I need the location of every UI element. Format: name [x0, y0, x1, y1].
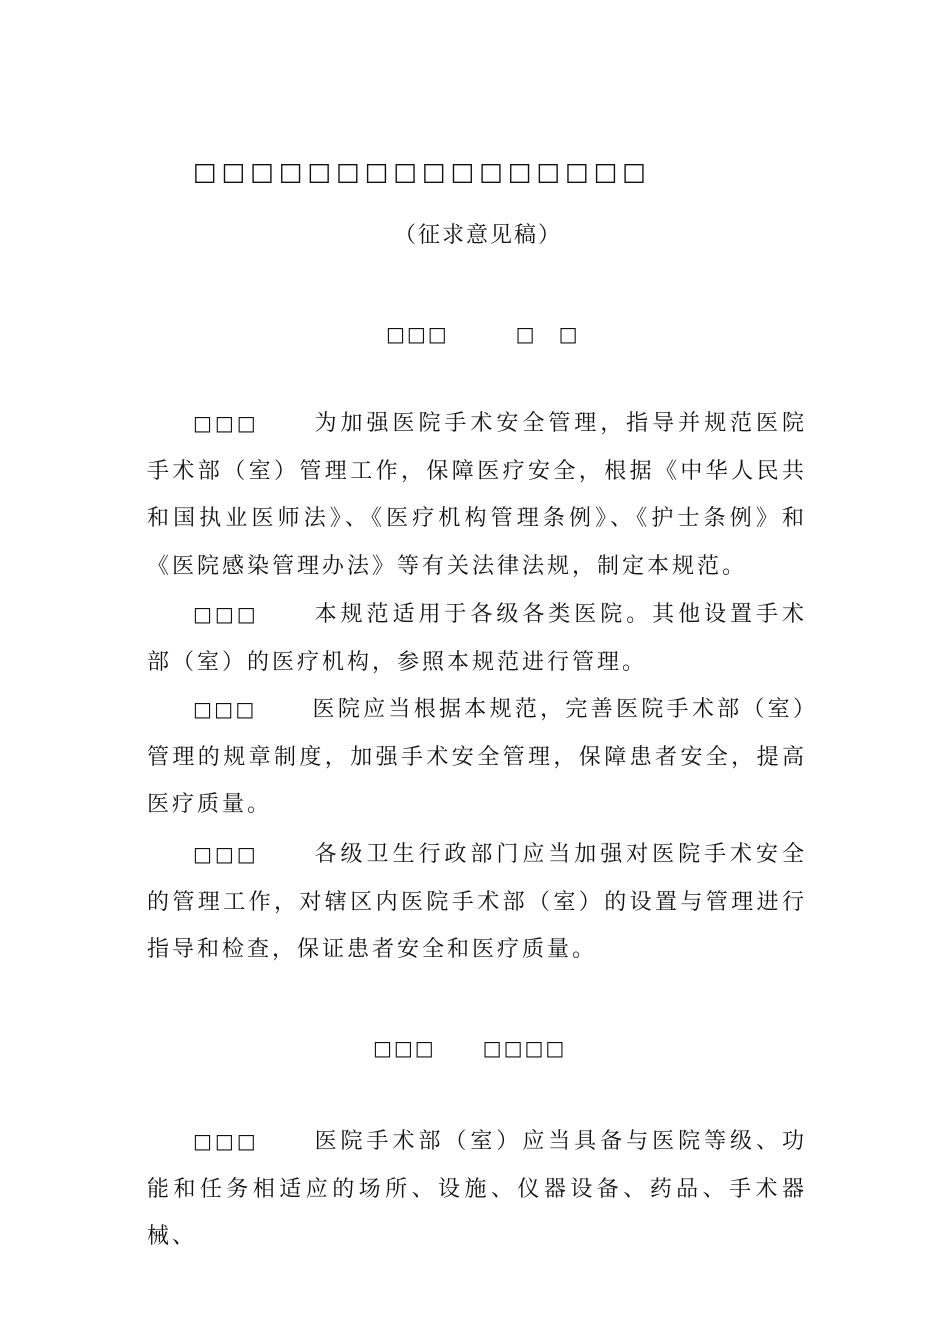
article-text: 医院应当根据本规范，完善医院手术部（室）管理的规章制度，加强手术安全管理，保障患者安全，提高医疗质量。 — [147, 697, 807, 817]
chapter-heading-1 — [386, 318, 579, 347]
article-number: □□□ — [193, 842, 259, 866]
chapter-name: □□□□ — [482, 1036, 567, 1060]
article-text: 为加强医院手术安全管理，指导并规范医院手术部（室）管理工作，保障医疗安全，根据《中华人民共和国执业医师法》、《医疗机构管理条例》、《护士条例》和《医院感染管理办法》等有关法律法规，制定本规范。 — [147, 411, 807, 579]
chapter-number: □□□ — [373, 1036, 436, 1060]
article-paragraph — [147, 686, 807, 829]
article-text: 各级卫生行政部门应当加强对医院手术安全的管理工作，对辖区内医院手术部（室）的设置与管理进行指导和检查，保证患者安全和医疗质量。 — [147, 842, 807, 962]
document-subtitle: （征求意见稿） — [394, 223, 563, 248]
article-paragraph — [147, 1118, 807, 1261]
chapter-number: □□□ — [386, 322, 449, 346]
chapter-name: □ □ — [515, 322, 580, 346]
article-number: □□□ — [193, 411, 259, 435]
article-text: 本规范适用于各级各类医院。其他设置手术部（室）的医疗机构，参照本规范进行管理。 — [147, 602, 807, 675]
article-text: 医院手术部（室）应当具备与医院等级、功能和任务相适应的场所、设施、仪器设备、药品、手术器械、 — [147, 1129, 807, 1249]
article-paragraph — [147, 831, 807, 974]
article-paragraph — [147, 591, 807, 686]
article-paragraph — [147, 400, 807, 590]
article-number: □□□ — [193, 602, 259, 626]
document-title: □□□□□□□□□□□□□□□□ — [193, 157, 651, 186]
chapter-heading-2 — [373, 1036, 566, 1060]
article-number: □□□ — [193, 1129, 259, 1153]
article-number: □□□ — [193, 697, 257, 721]
